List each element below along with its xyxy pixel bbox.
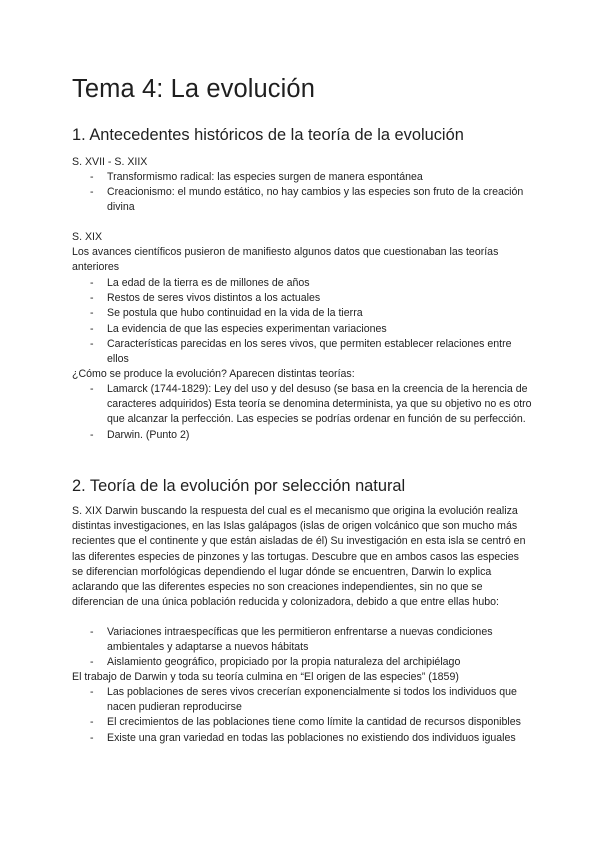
section-2-heading: 2. Teoría de la evolución por selección natural bbox=[72, 477, 406, 495]
list-item: - Las poblaciones de seres vivos crecerían exponencialmente si todos los individuos que nacen pudieran reproducirse bbox=[72, 685, 532, 715]
page-title: Tema 4: La evolución bbox=[72, 75, 315, 103]
list-item: - Restos de seres vivos distintos a los actuales bbox=[72, 291, 532, 306]
list-item: - La edad de la tierra es de millones de años bbox=[72, 276, 532, 291]
list-item: - El crecimientos de las poblaciones tiene como límite la cantidad de recursos disponibles bbox=[72, 715, 532, 730]
list-item: - Transformismo radical: las especies surgen de manera espontánea bbox=[72, 170, 532, 185]
list-item: - Darwin. (Punto 2) bbox=[72, 428, 532, 443]
list-item: - La evidencia de que las especies experimentan variaciones bbox=[72, 322, 532, 337]
period-2-label: S. XIX bbox=[72, 231, 103, 243]
evolution-question: ¿Cómo se produce la evolución? Aparecen distintas teorías: bbox=[72, 368, 355, 380]
period-1-list bbox=[72, 170, 532, 216]
list-item: - Variaciones intraespecíficas que les permitieron enfrentarse a nuevas condiciones ambientales y adaptarse a nuevos hábitats bbox=[72, 625, 532, 655]
period-2-list bbox=[72, 276, 532, 367]
list-item: - Aislamiento geográfico, propiciado por la propia naturaleza del archipiélago bbox=[72, 655, 532, 670]
section-2-paragraph: S. XIX Darwin buscando la respuesta del cual es el mecanismo que origina la evolución realiza distintas investigaciones, en las Islas galápagos (islas de origen volcánico que son mucho más recientes que el continente y que están aisladas de él) Su investigación en esta isla se centró en las diferentes especies de pinzones y las tortugas. Descubre que en ambos casos las especies se diferencian morfológicas dependiendo el lugar dónde se encuentren, Darwin lo explica aclarando que las diferentes especies no son creaciones independientes, sin no que se diferencian de una única población reducida y colonizadora, debido a que entre ellas hubo: bbox=[72, 505, 526, 609]
theories-list bbox=[72, 382, 532, 443]
period-2-intro: Los avances científicos pusieron de manifiesto algunos datos que cuestionaban las teorías anteriores bbox=[72, 246, 499, 274]
list-item: - Existe una gran variedad en todas las poblaciones no existiendo dos individuos iguales bbox=[72, 731, 532, 746]
list-item: - Creacionismo: el mundo estático, no hay cambios y las especies son fruto de la creación divina bbox=[72, 185, 532, 215]
darwin-work: El trabajo de Darwin y toda su teoría culmina en “El origen de las especies” (1859) bbox=[72, 671, 459, 683]
list-item: - Se postula que hubo continuidad en la vida de la tierra bbox=[72, 306, 532, 321]
section-1-heading: 1. Antecedentes históricos de la teoría de la evolución bbox=[72, 126, 464, 144]
list-item: - Lamarck (1744-1829): Ley del uso y del desuso (se basa en la creencia de la herencia de caracteres adquiridos) Esta teoría se denomina determinista, ya que su objetivo no es otro que alcanzar la perfección. Las especies se podrías ordenar en función de su perfección. bbox=[72, 382, 532, 428]
period-1-label: S. XVII - S. XIIX bbox=[72, 156, 148, 168]
section-2-list-2 bbox=[72, 685, 532, 746]
section-2-list-1 bbox=[72, 625, 532, 671]
list-item: - Características parecidas en los seres vivos, que permiten establecer relaciones entre ellos bbox=[72, 337, 532, 367]
